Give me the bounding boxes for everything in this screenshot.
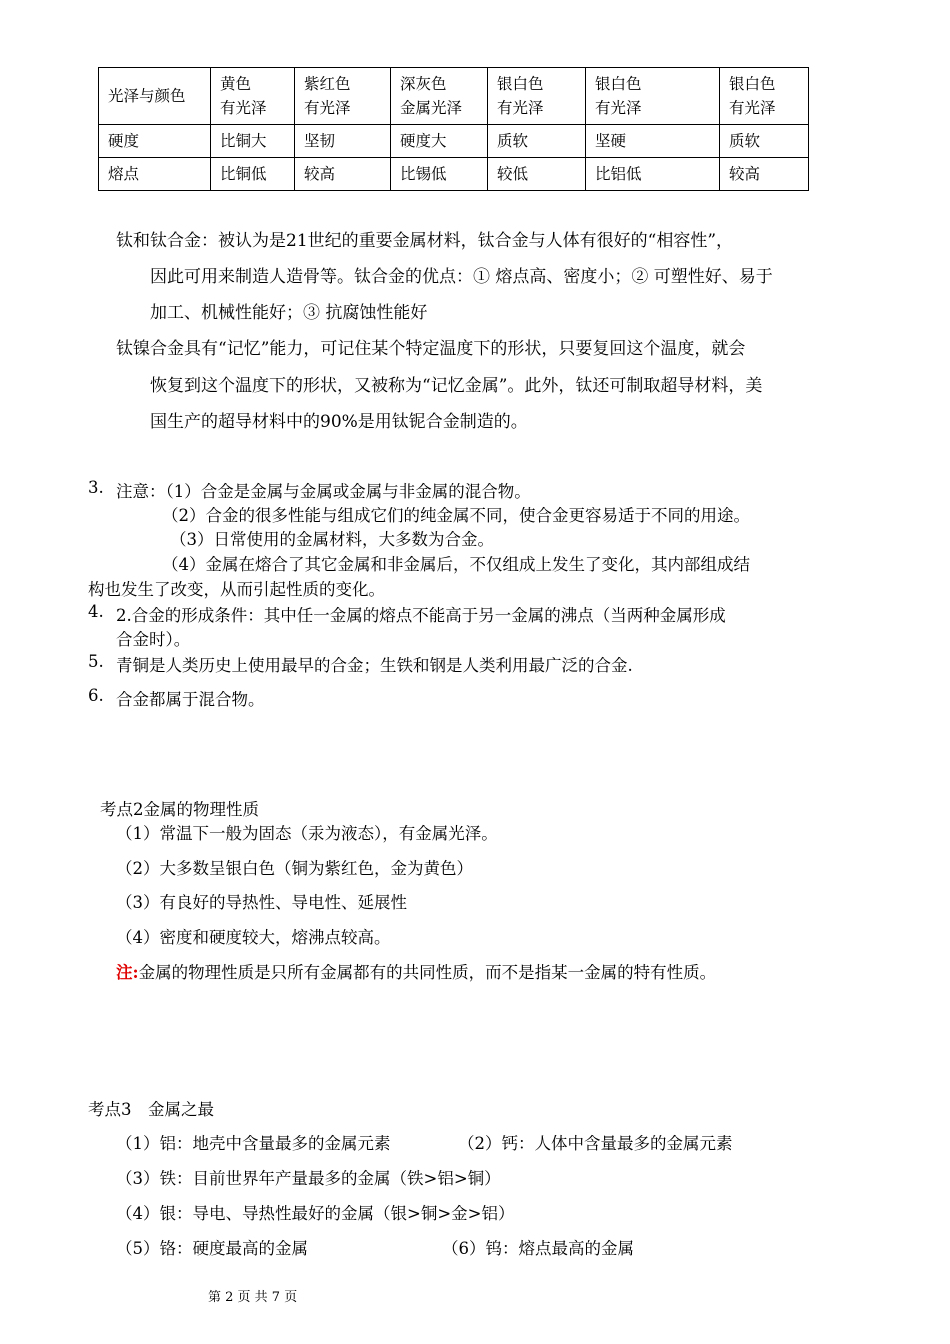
list-item: （2）钙：人体中含量最多的金属元素: [458, 1134, 733, 1153]
section-title: 考点3 金属之最: [88, 1100, 214, 1119]
table-cell: 较高: [720, 158, 809, 191]
list-item: （3）日常使用的金属材料，大多数为合金。: [170, 530, 494, 549]
table-cell-line: 黄色 有光泽: [220, 75, 267, 117]
table-cell: 比锡低: [391, 158, 488, 191]
table-row: [99, 158, 809, 191]
titanium-para1-line2: 因此可用来制造人造骨等。钛合金的优点：① 熔点高、密度小；② 可塑性好、易于: [150, 267, 773, 287]
section-title: 考点2金属的物理性质: [100, 800, 259, 819]
list-number: 6.: [88, 686, 104, 705]
table-cell: 较低: [488, 158, 586, 191]
list-item: 构也发生了改变，从而引起性质的变化。: [88, 580, 385, 599]
list-item: 合金都属于混合物。: [116, 690, 265, 709]
table-cell: 坚韧: [295, 125, 391, 158]
list-number: 5.: [88, 652, 104, 671]
table-cell: 比铝低: [586, 158, 720, 191]
titanium-para2-line1: 钛镍合金具有“记忆”能力，可记住某个特定温度下的形状，只要复回这个温度，就会: [116, 339, 746, 359]
titanium-para2-line2: 恢复到这个温度下的形状，又被称为“记忆金属”。此外，钛还可制取超导材料，美: [150, 376, 763, 396]
table-cell: [720, 68, 809, 125]
table-cell: 硬度: [99, 125, 211, 158]
table-cell: 比铜低: [211, 158, 295, 191]
list-item: （4）金属在熔合了其它金属和非金属后，不仅组成上发生了变化，其内部组成结: [162, 555, 750, 574]
note-line: [116, 959, 716, 983]
list-item: 注意：（1）合金是金属与金属或金属与非金属的混合物。: [116, 482, 531, 501]
list-item: （2）合金的很多性能与组成它们的纯金属不同，使合金更容易适于不同的用途。: [162, 506, 750, 525]
table-cell: 硬度大: [391, 125, 488, 158]
table-row: [99, 68, 809, 125]
table-cell-line: 银白色 有光泽: [729, 75, 776, 117]
table-cell: 熔点: [99, 158, 211, 191]
titanium-para2-line3: 国生产的超导材料中的90%是用钛铌合金制造的。: [150, 412, 528, 432]
list-number: 3.: [88, 478, 104, 497]
titanium-para1-line1: 钛和钛合金：被认为是21世纪的重要金属材料，钛合金与人体有很好的“相容性”，: [116, 231, 734, 251]
list-item: （1）常温下一般为固态（汞为液态），有金属光泽。: [116, 824, 498, 843]
list-item: （6）钨：熔点最高的金属: [442, 1239, 634, 1258]
list-item: （4）密度和硬度较大，熔沸点较高。: [116, 928, 391, 947]
list-item: （2）大多数呈银白色（铜为紫红色，金为黄色）: [116, 859, 473, 878]
list-item: 合金时）。: [116, 630, 191, 649]
list-item: 青铜是人类历史上使用最早的合金；生铁和钢是人类利用最广泛的合金.: [116, 656, 633, 675]
table-cell: 较高: [295, 158, 391, 191]
list-number: 4.: [88, 602, 104, 621]
list-item: 2.合金的形成条件：其中任一金属的熔点不能高于另一金属的沸点（当两种金属形成: [116, 606, 726, 625]
table-cell-line: 银白色 有光泽: [595, 75, 642, 117]
table-cell: [586, 68, 720, 125]
table-cell: 坚硬: [586, 125, 720, 158]
note-text: 金属的物理性质是只所有金属都有的共同性质，而不是指某一金属的特有性质。: [138, 963, 717, 982]
list-item: （1）铝：地壳中含量最多的金属元素: [116, 1134, 391, 1153]
table-cell: 光泽与颜色: [99, 68, 211, 125]
list-item: （4）银：导电、导热性最好的金属（银>铜>金>铝）: [116, 1204, 515, 1223]
table-row: [99, 125, 809, 158]
table-cell: [211, 68, 295, 125]
table-cell-line: 紫红色 有光泽: [304, 75, 351, 117]
table-cell: [295, 68, 391, 125]
table-cell-line: 深灰色 金属光泽: [400, 75, 463, 117]
table-cell: 质软: [720, 125, 809, 158]
metal-properties-table: [98, 67, 809, 191]
list-item: （3）有良好的导热性、导电性、延展性: [116, 893, 407, 912]
note-label: 注:: [116, 963, 139, 982]
table-cell: 比铜大: [211, 125, 295, 158]
list-item: （5）铬：硬度最高的金属: [116, 1239, 308, 1258]
table-cell: 质软: [488, 125, 586, 158]
table-cell: [391, 68, 488, 125]
table-cell: [488, 68, 586, 125]
list-item: （3）铁：目前世界年产量最多的金属（铁>铝>铜）: [116, 1169, 501, 1188]
titanium-para1-line3: 加工、机械性能好；③ 抗腐蚀性能好: [150, 303, 428, 323]
page-number: 第 2 页 共 7 页: [208, 1290, 298, 1305]
table-cell-line: 银白色 有光泽: [497, 75, 544, 117]
